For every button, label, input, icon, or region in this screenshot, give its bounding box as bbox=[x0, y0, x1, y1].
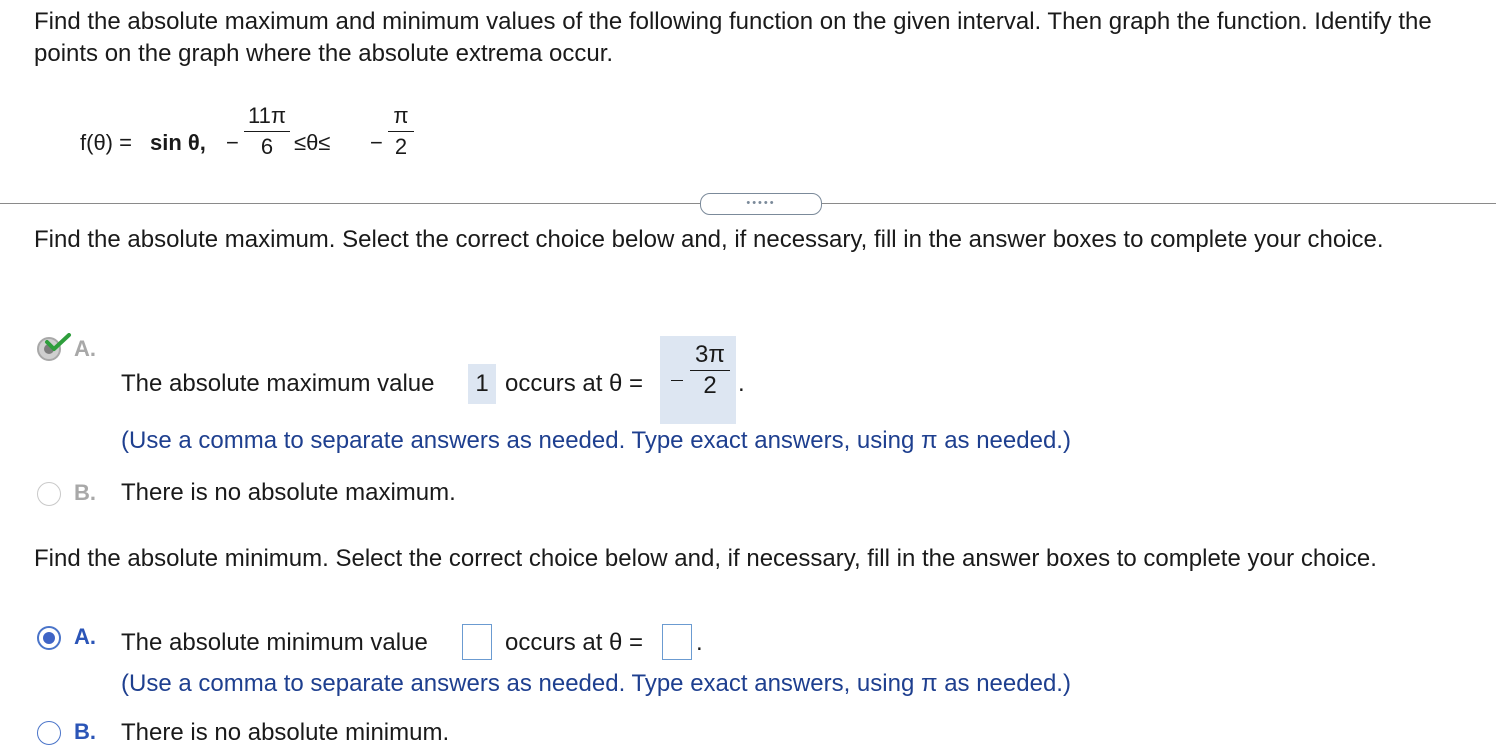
min-option-a-text-middle: occurs at θ = bbox=[505, 629, 644, 656]
max-option-b-text: There is no absolute maximum. bbox=[121, 479, 456, 506]
min-option-b-text: There is no absolute minimum. bbox=[121, 719, 450, 746]
min-theta-input[interactable] bbox=[662, 624, 692, 660]
max-option-a-text-before: The absolute maximum value bbox=[121, 370, 435, 397]
max-value-answer[interactable]: 1 bbox=[468, 364, 496, 404]
max-option-b-radio[interactable] bbox=[37, 482, 61, 506]
max-option-a-letter: A. bbox=[74, 336, 96, 361]
max-theta-sign bbox=[671, 380, 683, 381]
upper-bound-denominator: 2 bbox=[394, 134, 408, 159]
inequality-symbols: ≤θ≤ bbox=[294, 130, 331, 155]
min-option-a-radio[interactable] bbox=[37, 626, 61, 650]
max-option-a-period: . bbox=[738, 370, 745, 397]
min-option-a-hint: (Use a comma to separate answers as needed. Type exact answers, using π as needed.) bbox=[121, 670, 1071, 697]
min-option-a-text-before: The absolute minimum value bbox=[121, 629, 428, 656]
min-value-input[interactable] bbox=[462, 624, 492, 660]
lower-bound-denominator: 6 bbox=[260, 134, 274, 159]
max-theta-denominator: 2 bbox=[703, 372, 717, 399]
function-rhs: sin θ, bbox=[150, 130, 206, 155]
function-lhs: f(θ) = bbox=[80, 130, 132, 155]
maximum-instruction: Find the absolute maximum. Select the correct choice below and, if necessary, fill in the answer boxes to complete your choice. bbox=[34, 226, 1384, 253]
min-option-a-letter: A. bbox=[74, 624, 96, 649]
lower-bound-fraction bbox=[244, 103, 290, 160]
max-theta-answer[interactable] bbox=[660, 336, 736, 424]
max-option-a-hint: (Use a comma to separate answers as needed. Type exact answers, using π as needed.) bbox=[121, 427, 1071, 454]
correct-check-icon bbox=[44, 333, 72, 353]
min-option-b-radio[interactable] bbox=[37, 721, 61, 745]
max-option-b-letter: B. bbox=[74, 480, 96, 505]
max-theta-fraction bbox=[690, 342, 730, 399]
question-prompt: Find the absolute maximum and minimum values of the following function on the given interval. Then graph the function. Identify the points on the graph where the absolute extrema occur. bbox=[34, 8, 1432, 67]
max-theta-numerator: 3π bbox=[695, 341, 725, 368]
max-option-a-text-middle: occurs at θ = bbox=[505, 370, 644, 397]
upper-bound-fraction bbox=[388, 103, 414, 160]
lower-bound-sign: − bbox=[226, 130, 239, 155]
expand-button[interactable]: ••••• bbox=[700, 193, 822, 215]
lower-bound-numerator: 11π bbox=[247, 103, 287, 128]
upper-bound-sign: − bbox=[370, 130, 383, 155]
min-option-a-period: . bbox=[696, 629, 703, 656]
min-option-b-letter: B. bbox=[74, 719, 96, 744]
upper-bound-numerator: π bbox=[393, 103, 409, 128]
minimum-instruction: Find the absolute minimum. Select the correct choice below and, if necessary, fill in the answer boxes to complete your choice. bbox=[34, 545, 1377, 572]
